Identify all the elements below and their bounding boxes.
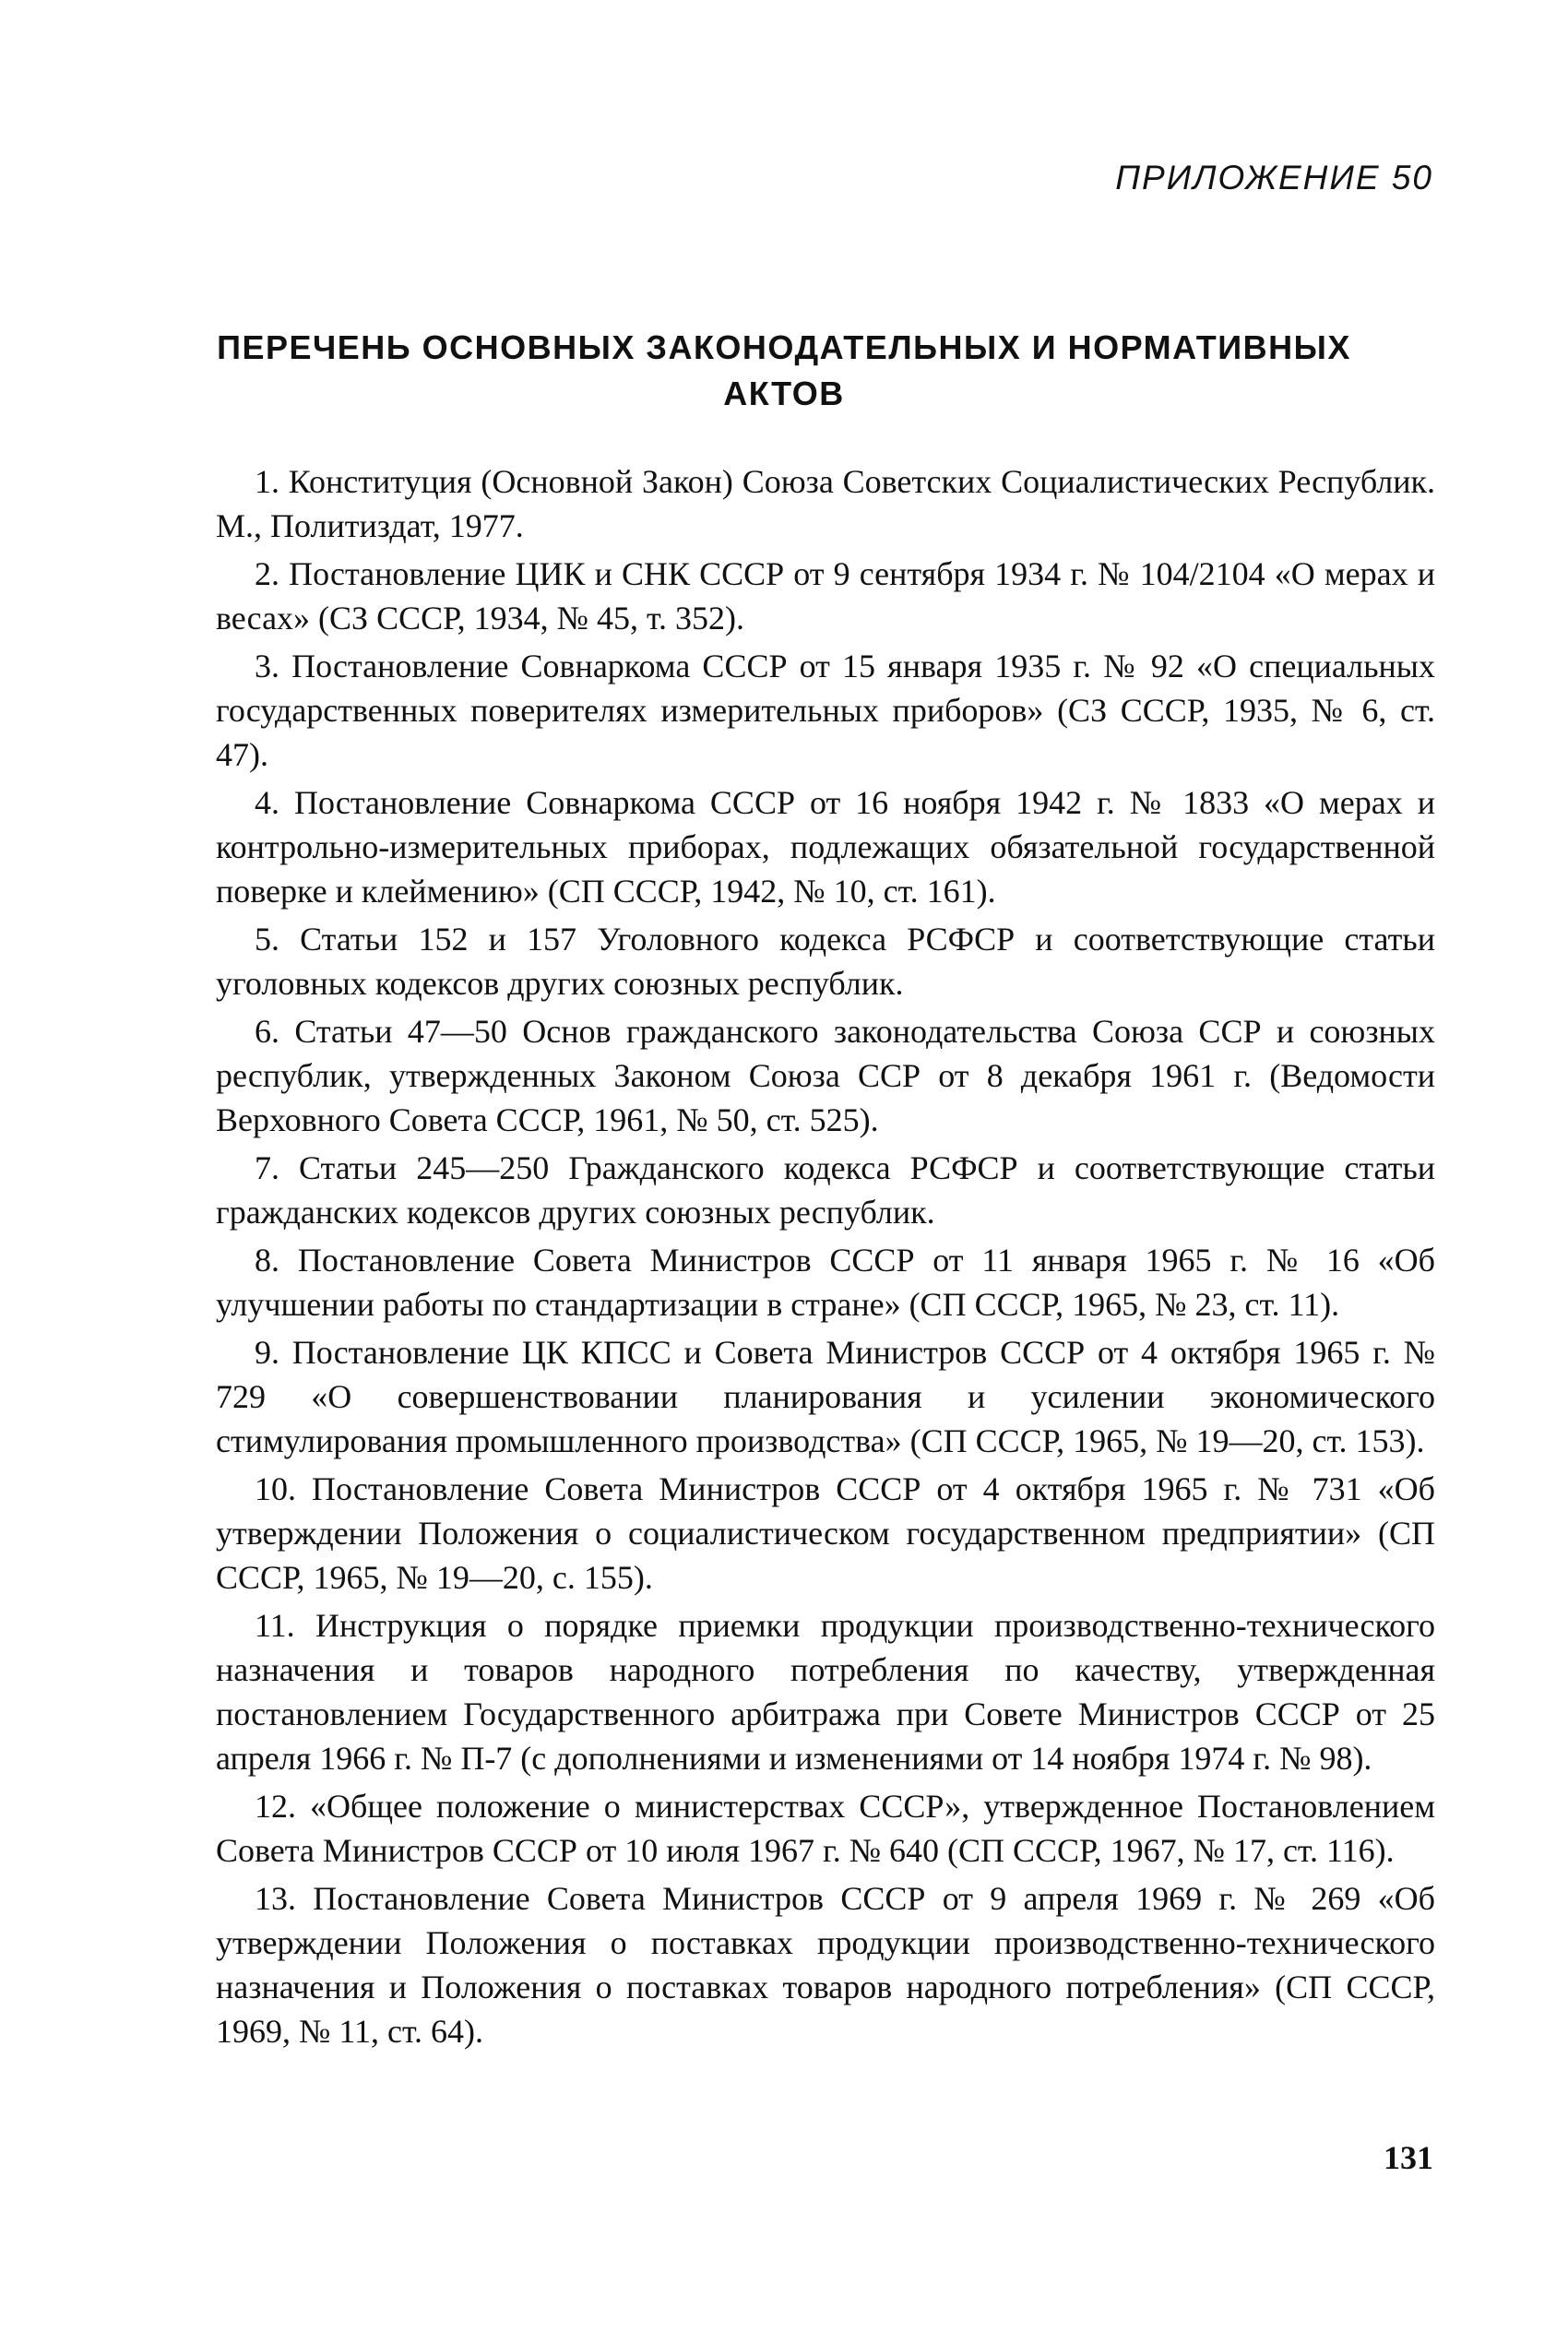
document-title-line-2: АКТОВ (723, 375, 845, 412)
list-item-9: 9. Постановление ЦК КПСС и Совета Министров СССР от 4 октября 1965 г. № 729 «О совершенствовании планирования и усилении экономического стимулирования промышленного производства» (СП СССР, 1965, № 19—20, ст. 153). (216, 1334, 1435, 1459)
list-item-3: 3. Постановление Совнаркома СССР от 15 января 1935 г. № 92 «О специальных государственных поверителях измерительных приборов» (СЗ СССР, 1935, № 6, ст. 47). (216, 648, 1435, 773)
list-item-6: 6. Статьи 47—50 Основ гражданского законодательства Союза ССР и союзных республик, утвержденных Законом Союза ССР от 8 декабря 1961 г. (Ведомости Верховного Совета СССР, 1961, № 50, ст. 525). (216, 1013, 1435, 1138)
appendix-label: ПРИЛОЖЕНИЕ 50 (1115, 159, 1433, 196)
list-item-7: 7. Статьи 245—250 Гражданского кодекса РСФСР и соответствующие статьи гражданских кодексов других союзных республик. (216, 1149, 1435, 1231)
list-item-10: 10. Постановление Совета Министров СССР от 4 октября 1965 г. № 731 «Об утверждении Положения о социалистическом государственном предприятии» (СП СССР, 1965, № 19—20, с. 155). (216, 1470, 1435, 1596)
list-item-5: 5. Статьи 152 и 157 Уголовного кодекса РСФСР и соответствующие статьи уголовных кодексов других союзных республик. (216, 921, 1435, 1002)
list-item-2: 2. Постановление ЦИК и СНК СССР от 9 сентября 1934 г. № 104/2104 «О мерах и весах» (СЗ СССР, 1934, № 45, т. 352). (216, 555, 1435, 637)
page-number: 131 (1384, 2139, 1433, 2176)
legal-acts-list (216, 459, 1435, 2057)
list-item-4: 4. Постановление Совнаркома СССР от 16 ноября 1942 г. № 1833 «О мерах и контрольно-измерительных приборах, подлежащих обязательной государственной поверке и клеймению» (СП СССР, 1942, № 10, ст. 161). (216, 784, 1435, 910)
list-item-11: 11. Инструкция о порядке приемки продукции производственно-технического назначения и товаров народного потребления по качеству, утвержденная постановлением Государственного арбитража при Совете Министров СССР от 25 апреля 1966 г. № П-7 (с дополнениями и изменениями от 14 ноября 1974 г. № 98). (216, 1607, 1435, 1777)
list-item-13: 13. Постановление Совета Министров СССР от 9 апреля 1969 г. № 269 «Об утверждении Положения о поставках продукции производственно-технического назначения и Положения о поставках товаров народного потребления» (СП СССР, 1969, № 11, ст. 64). (216, 1880, 1435, 2050)
document-title (203, 325, 1365, 417)
document-title-line-1: ПЕРЕЧЕНЬ ОСНОВНЫХ ЗАКОНОДАТЕЛЬНЫХ И НОРМАТИВНЫХ (217, 328, 1351, 366)
list-item-1: 1. Конституция (Основной Закон) Союза Советских Социалистических Республик. М., Политиздат, 1977. (216, 463, 1435, 544)
list-item-12: 12. «Общее положение о министерствах СССР», утвержденное Постановлением Совета Министров СССР от 10 июля 1967 г. № 640 (СП СССР, 1967, № 17, ст. 116). (216, 1788, 1435, 1869)
list-item-8: 8. Постановление Совета Министров СССР от 11 января 1965 г. № 16 «Об улучшении работы по стандартизации в стране» (СП СССР, 1965, № 23, ст. 11). (216, 1242, 1435, 1323)
